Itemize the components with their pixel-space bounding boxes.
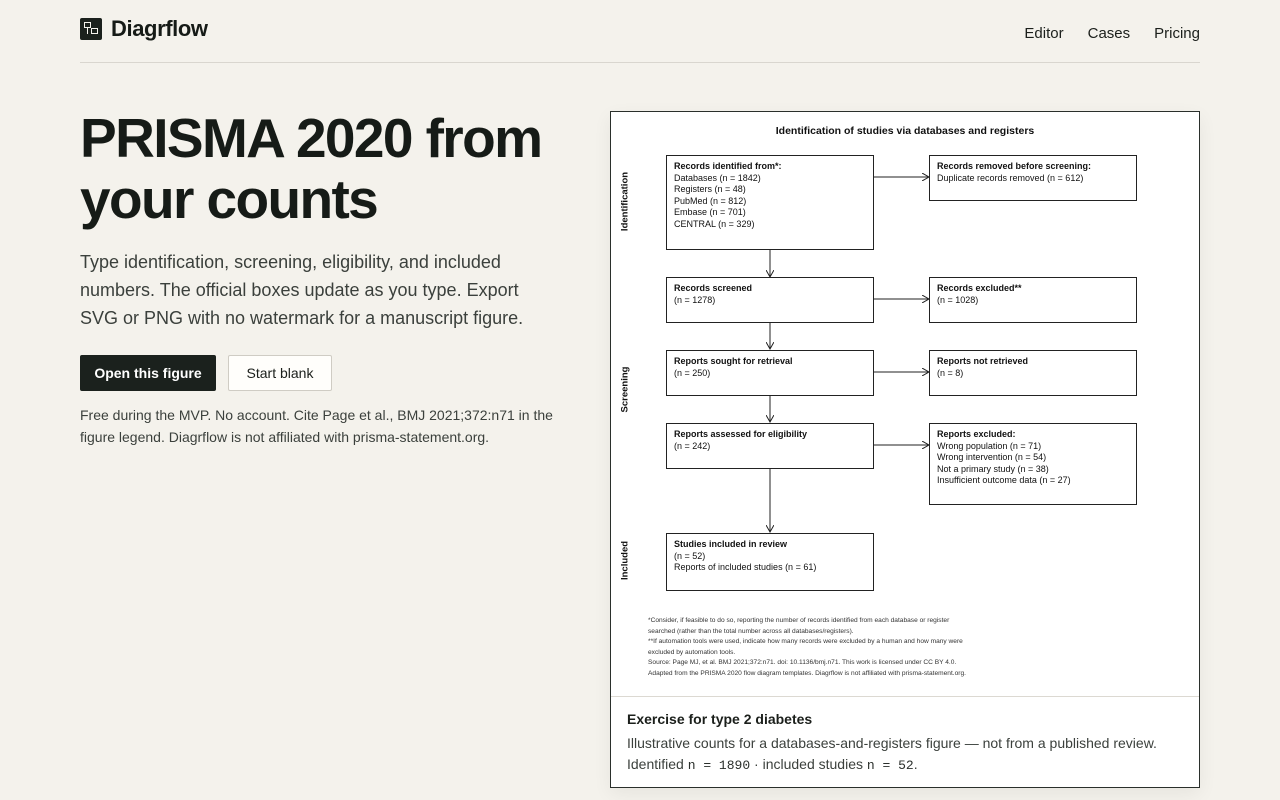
nav-cases[interactable]: Cases <box>1087 25 1131 42</box>
main-nav <box>1024 25 1200 42</box>
box-studies-included: Studies included in review (n = 52) Reports of included studies (n = 61) <box>666 533 874 591</box>
phase-included: Included <box>619 540 631 581</box>
brand-logo[interactable] <box>80 16 208 42</box>
identified-count: n = 1890 <box>687 758 751 773</box>
hero-description: Type identification, screening, eligibility, and included numbers. The official boxes update as you type. Export SVG or PNG with no watermark for a manuscript figure. <box>80 252 524 328</box>
nav-editor[interactable]: Editor <box>1024 25 1064 42</box>
open-figure-button[interactable]: Open this figure <box>80 355 216 391</box>
brand-name: Diagrflow <box>111 16 208 41</box>
box-reports-sought: Reports sought for retrieval (n = 250) <box>666 350 874 396</box>
box-records-identified: Records identified from*: Databases (n = 1842) Registers (n = 48) PubMed (n = 812) Embase (n = 701) CENTRAL (n = 329) <box>666 155 874 250</box>
figure-footnotes: *Consider, if feasible to do so, reporting the number of records identified from each database or register searched (rather than the total number across all databases/registers). **If automation tools were used, indicate how many records were excluded by a human and how many were excluded by automation tools. Source: Page MJ, et al. BMJ 2021;372:n71. doi: 10.1136/bmj.n71. This work is licensed under CC BY 4.0. Adapted from the PRISMA 2020 flow diagram templates. Diagrflow is not affiliated with prisma-statement.org. <box>648 617 966 677</box>
caption-text: Illustrative counts for a databases-and-registers figure — not from a published review. Identified n = 1890 · included studies n = 52. <box>627 735 1157 773</box>
prisma-figure-card[interactable] <box>610 111 1200 788</box>
start-blank-button[interactable]: Start blank <box>228 355 332 391</box>
hero-note: Free during the MVP. No account. Cite Page et al., BMJ 2021;372:n71 in the figure legend. Diagrflow is not affiliated with prisma-statement.org. <box>80 407 553 445</box>
phase-identification: Identification <box>619 171 631 232</box>
box-records-screened: Records screened (n = 1278) <box>666 277 874 323</box>
flowchart-icon <box>80 18 102 40</box>
box-records-excluded: Records excluded** (n = 1028) <box>929 277 1137 323</box>
box-reports-excluded: Reports excluded: Wrong population (n = 71) Wrong intervention (n = 54) Not a primary study (n = 38) Insufficient outcome data (n = 27) <box>929 423 1137 505</box>
box-reports-assessed: Reports assessed for eligibility (n = 242) <box>666 423 874 469</box>
nav-pricing[interactable]: Pricing <box>1154 25 1200 42</box>
box-records-removed: Records removed before screening: Duplicate records removed (n = 612) <box>929 155 1137 201</box>
figure-title: Identification of studies via databases and registers <box>775 125 1035 137</box>
hero-title: PRISMA 2020 from your counts <box>80 107 542 230</box>
box-reports-not-retrieved: Reports not retrieved (n = 8) <box>929 350 1137 396</box>
figure-caption <box>611 696 1199 788</box>
prisma-flow-diagram <box>611 112 1199 696</box>
included-count: n = 52 <box>866 758 914 773</box>
caption-title: Exercise for type 2 diabetes <box>627 711 813 727</box>
site-header <box>80 0 1200 63</box>
phase-screening: Screening <box>619 366 631 413</box>
